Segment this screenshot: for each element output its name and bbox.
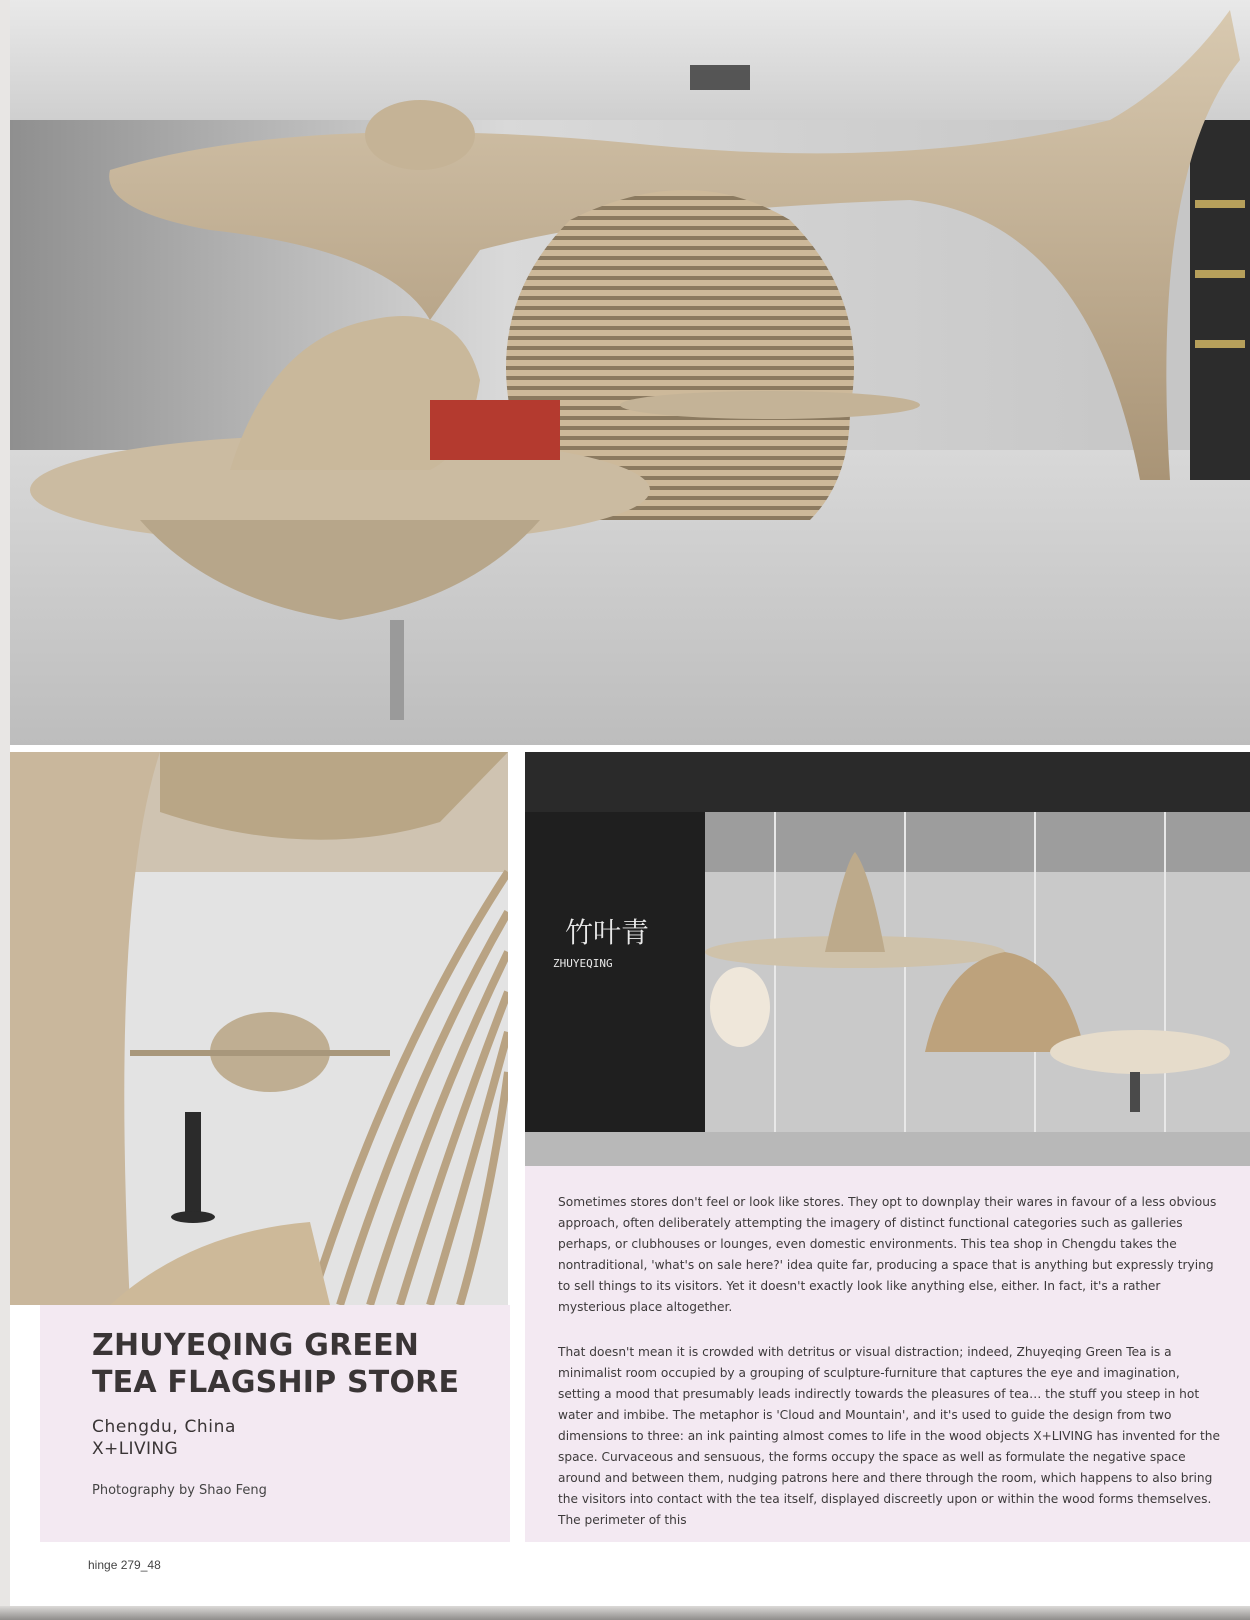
title-panel <box>40 1305 510 1542</box>
photo-credit: Photography by Shao Feng <box>92 1483 267 1498</box>
interior-photo-detail <box>10 752 508 1305</box>
page-folio: hinge 279_48 <box>88 1558 161 1572</box>
page-bottom-edge <box>0 1606 1250 1620</box>
body-paragraph: Sometimes stores don't feel or look like stores. They opt to downplay their wares in favour of a less obvious approach, often deliberately attempting the imagery of distinct functional categories such as galleries perhaps, or clubhouses or lounges, even domestic environments. This tea shop in Chengdu takes the nontraditional, 'what's on sale here?' idea quite far, producing a space that is anything but expressly trying to sell things to its visitors. Yet it doesn't exactly look like anything else, either. In fact, it's a rather mysterious place altogether. <box>558 1195 1217 1314</box>
storefront-sign-chinese: 竹叶青 <box>565 916 650 949</box>
storefront-photo <box>525 752 1250 1166</box>
storefront-sign-latin: ZHUYEQING <box>553 957 613 970</box>
storefront-photo-drawing <box>525 752 1250 1166</box>
article-title: ZHUYEQING GREEN TEA FLAGSHIP STORE <box>92 1328 460 1400</box>
article-location: Chengdu, China <box>92 1417 237 1437</box>
interior-photo-main-drawing <box>10 0 1250 745</box>
interior-photo-main <box>10 0 1250 745</box>
article-studio: X+LIVING <box>92 1439 179 1459</box>
body-paragraph: That doesn't mean it is crowded with detritus or visual distraction; indeed, Zhuyeqing Green Tea is a minimalist room occupied by a grouping of sculpture-furniture that captures the eye and imagination, setting a mood that presumably leads indirectly towards the pleasures of tea… the stuff you steep in hot water and imbibe. The metaphor is 'Cloud and Mountain', and it's used to guide the design from two dimensions to three: an ink painting almost comes to life in the wood objects X+LIVING has invented for the space. Curvaceous and sensuous, the forms occupy the space as well as formulate the negative space around and between them, nudging patrons here and there through the room, which happens to also bring the visitors into contact with the tea itself, displayed discreetly upon or within the wood forms themselves. The perimeter of this <box>558 1345 1221 1527</box>
interior-photo-detail-drawing <box>10 752 508 1305</box>
body-text-panel <box>525 1166 1250 1542</box>
page-gutter-edge <box>0 0 10 1620</box>
